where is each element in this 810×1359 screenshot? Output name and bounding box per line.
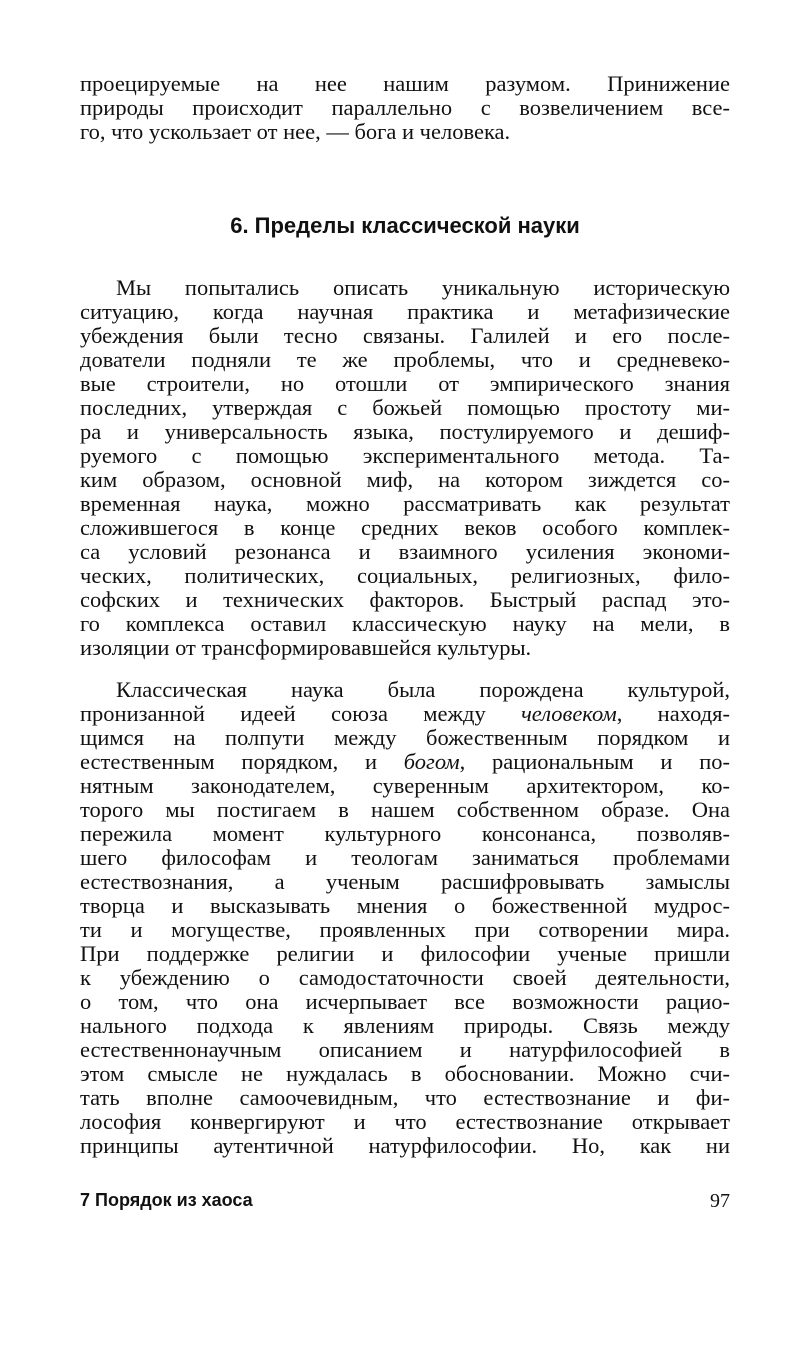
text-fragment: пронизанной идеей союза между (80, 701, 522, 726)
text-line: руемого с помощью экспериментального метода. Та- (80, 443, 730, 468)
text-line: естествознания, а ученым расшифровывать замыслы (80, 869, 730, 894)
page-number: 97 (710, 1190, 730, 1212)
text-line: этом смысле не нуждалась в обосновании. Можно счи- (80, 1061, 730, 1086)
text-line: о том, что она исчерпывает все возможности рацио- (80, 989, 730, 1014)
text-line: временная наука, можно рассматривать как результат (80, 491, 730, 516)
text-line: нятным законодателем, суверенным архитектором, ко- (80, 773, 730, 798)
text-line: нального подхода к явлениям природы. Связь между (80, 1013, 730, 1038)
text-line: к убеждению о самодостаточности своей деятельности, (80, 965, 730, 990)
text-line: ти и могуществе, проявленных при сотворении мира. (80, 917, 730, 942)
text-fragment: , рациональным и по- (459, 749, 730, 774)
text-line: При поддержке религии и философии ученые пришли (80, 941, 730, 966)
section-heading: 6. Пределы классической науки (230, 213, 580, 238)
text-line: ким образом, основной миф, на котором зиждется со- (80, 467, 730, 492)
paragraph-intro (80, 72, 730, 144)
text-line (80, 702, 730, 726)
signature-mark: 7 Порядок из хаоса (80, 1190, 253, 1210)
text-line: софских и технических факторов. Быстрый распад это- (80, 587, 730, 612)
emphasis-word: богом (403, 749, 460, 774)
text-fragment: естественным порядком, и (80, 749, 404, 774)
text-line: ра и универсальность языка, постулируемого и дешиф- (80, 419, 730, 444)
text-line: природы происходит параллельно с возвеличением все- (80, 95, 730, 120)
text-line: ситуацию, когда научная практика и метафизические (80, 299, 730, 324)
text-line: проецируемые на нее нашим разумом. Принижение (80, 71, 730, 96)
text-line: са условий резонанса и взаимного усиления экономи- (80, 539, 730, 564)
text-line: вые строители, но отошли от эмпирического знания (80, 371, 730, 396)
text-line: пережила момент культурного консонанса, позволяв- (80, 821, 730, 846)
text-line: ческих, политических, социальных, религиозных, фило- (80, 563, 730, 588)
text-line: шего философам и теологам заниматься проблемами (80, 845, 730, 870)
text-line: го комплекса оставил классическую науку на мели, в (80, 611, 730, 636)
text-line: последних, утверждая с божьей помощью простоту ми- (80, 395, 730, 420)
text-line: естественнонаучным описанием и натурфилософией в (80, 1037, 730, 1062)
text-line: го, что ускользает от нее, — бога и человека. (80, 119, 511, 144)
text-line: Мы попытались описать уникальную историческую (116, 275, 730, 300)
text-line (80, 750, 730, 774)
text-line: изоляции от трансформировавшейся культуры. (80, 635, 532, 660)
paragraph-1 (80, 276, 730, 660)
text-line: Классическая наука была порождена культурой, (116, 677, 730, 702)
text-line: принципы аутентичной натурфилософии. Но, как ни (80, 1133, 730, 1158)
text-line: убеждения были тесно связаны. Галилей и его после- (80, 323, 730, 348)
text-line: творца и высказывать мнения о божественной мудрос- (80, 893, 730, 918)
text-line: тать вполне самоочевидным, что естествознание и фи- (80, 1085, 730, 1110)
text-line: лософия конвергируют и что естествознание открывает (80, 1109, 730, 1134)
emphasis-word: человеком (521, 701, 617, 726)
text-line: дователи подняли те же проблемы, что и средневеко- (80, 347, 730, 372)
text-line: щимся на полпути между божественным порядком и (80, 725, 730, 750)
text-line: сложившегося в конце средних веков особого комплек- (80, 515, 730, 540)
text-fragment: , находя- (616, 701, 730, 726)
text-line: торого мы постигаем в нашем собственном образе. Она (80, 797, 730, 822)
paragraph-2 (80, 678, 730, 1158)
